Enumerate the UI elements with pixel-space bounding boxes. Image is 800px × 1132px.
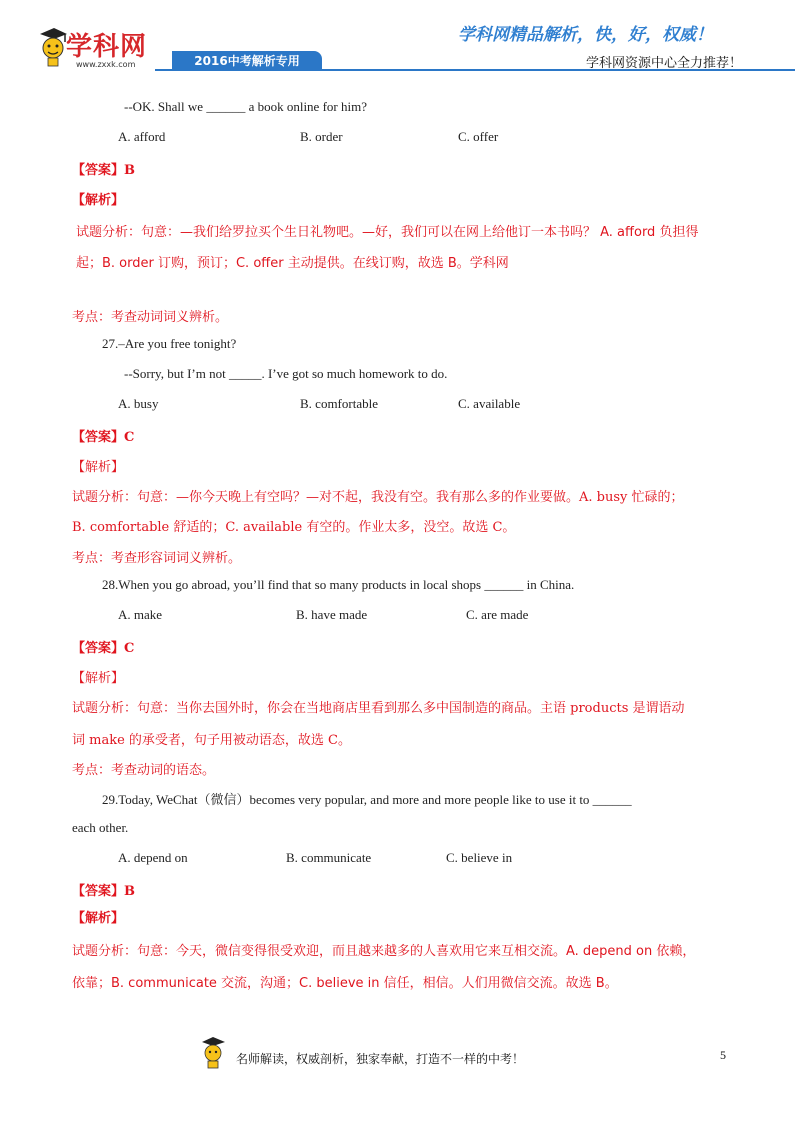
q27-line1: 27.–Are you free tonight? (102, 336, 237, 351)
q27-option-b: B. comfortable (300, 396, 378, 411)
q29-analysis-line2: 依靠；B. communicate 交流，沟通；C. believe in 信任，相信。人们用微信交流。故选 B。 (72, 976, 618, 991)
q26-option-a: A. afford (118, 129, 166, 144)
q27-option-c: C. available (458, 396, 521, 411)
q28-analysis-label: 【解析】 (72, 671, 125, 686)
footer-mascot-icon (200, 1036, 226, 1070)
q26-analysis-line2: 起；B. order 订购，预订；C. offer 主动提供。在线订购，故选 B。学科网 (76, 256, 509, 271)
footer-slogan: 名师解读，权威剖析，独家奉献，打造不一样的中考！ (236, 1052, 525, 1066)
q29-analysis-line1: 试题分析：句意：今天，微信变得很受欢迎，而且越来越多的人喜欢用它来互相交流。A. depend on 依赖， (72, 944, 696, 959)
header-recommend: 学科网资源中心全力推荐！ (586, 56, 743, 71)
exam-banner: 2016中考解析专用 (172, 51, 322, 69)
q28-analysis-line2: 词 make 的承受者，句子用被动语态，故选 C。 (72, 733, 351, 748)
q29-analysis-label: 【解析】 (72, 911, 125, 926)
q28-analysis-line1: 试题分析：句意：当你去国外时，你会在当地商店里看到那么多中国制造的商品。主语 products 是谓语动 (72, 701, 685, 716)
logo-url: www.zxxk.com (76, 60, 136, 69)
q27-analysis-label: 【解析】 (72, 460, 125, 475)
q28-option-b: B. have made (296, 607, 368, 622)
q28-option-a: A. make (118, 607, 163, 622)
q27-option-a: A. busy (118, 396, 159, 411)
q28-answer: 【答案】C (72, 641, 135, 656)
q26-option-b: B. order (300, 129, 343, 144)
q27-answer: 【答案】C (72, 430, 135, 445)
q28-option-c: C. are made (466, 607, 529, 622)
logo-text: 学科网 (66, 32, 148, 62)
q26-answer: 【答案】B (72, 163, 135, 178)
q28-kaodian: 考点：考查动词的语态。 (72, 763, 216, 778)
q28-line1: 28.When you go abroad, you’ll find that so many products in local shops ______ in China. (102, 577, 575, 592)
mascot-logo-icon (38, 26, 68, 68)
q29-option-c: C. believe in (446, 850, 513, 865)
q29-option-a: A. depend on (118, 850, 188, 865)
q26-analysis-label: 【解析】 (72, 193, 125, 208)
q29-option-b: B. communicate (286, 850, 372, 865)
q26-kaodian: 考点：考查动词词义辨析。 (72, 310, 229, 325)
q26-analysis-line1: 试题分析：句意：—我们给罗拉买个生日礼物吧。—好，我们可以在网上给他订一本书吗？ A. afford 负担得 (76, 225, 699, 240)
q26-line2: --OK. Shall we ______ a book online for him? (124, 99, 367, 114)
q27-kaodian: 考点：考查形容词词义辨析。 (72, 551, 242, 566)
q29-line2: each other. (72, 820, 129, 835)
q27-analysis-line2: B. comfortable 舒适的；C. available 有空的。作业太多，没空。故选 C。 (72, 520, 516, 535)
q26-option-c: C. offer (458, 129, 499, 144)
header-slogan: 学科网精品解析，快，好，权威！ (458, 25, 713, 45)
q29-answer: 【答案】B (72, 884, 135, 899)
page-number: 5 (720, 1048, 726, 1062)
q27-line2: --Sorry, but I’m not _____. I’ve got so much homework to do. (124, 366, 448, 381)
q29-line1: 29.Today, WeChat（微信）becomes very popular, and more and more people like to use it to ______ (102, 792, 632, 807)
q27-analysis-line1: 试题分析：句意：—你今天晚上有空吗？—对不起，我没有空。我有那么多的作业要做。A. busy 忙碌的； (72, 490, 684, 505)
